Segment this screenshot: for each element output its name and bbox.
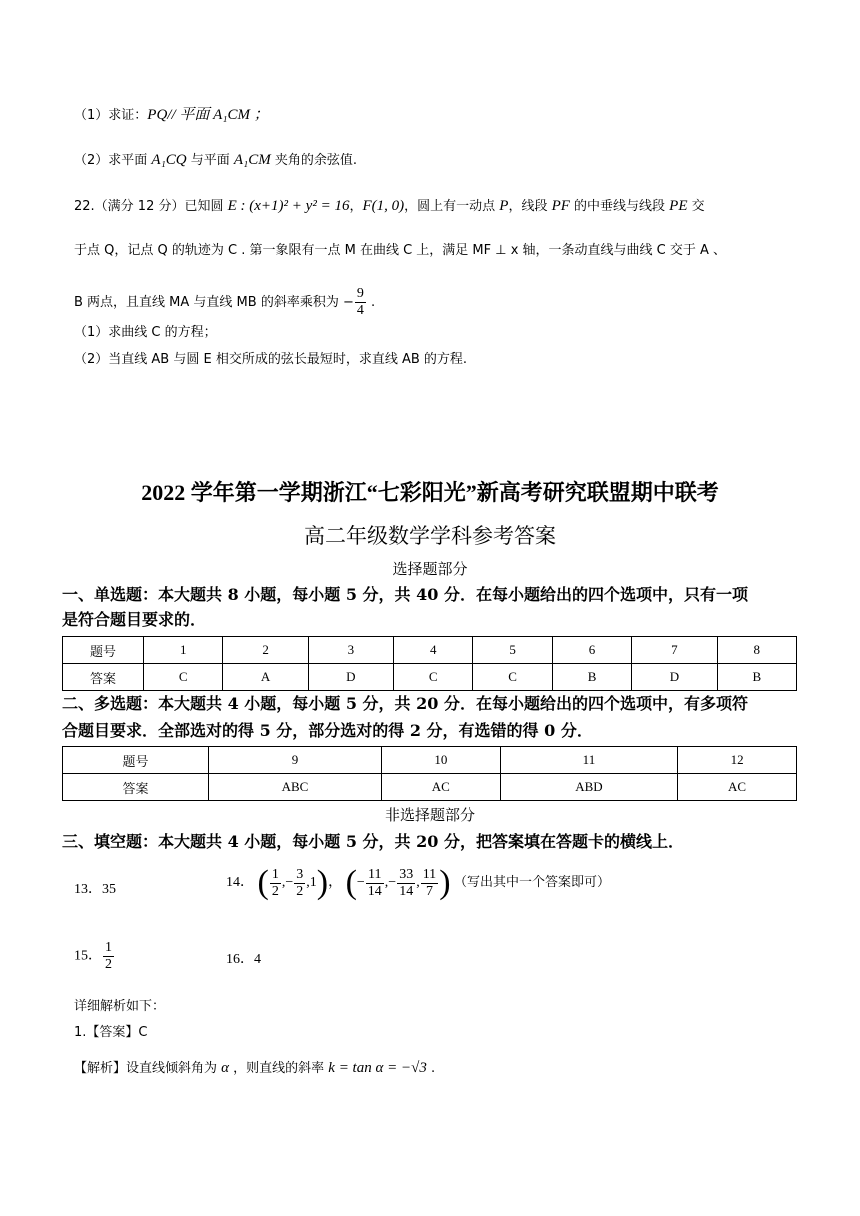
a1-text-c: . — [426, 1061, 436, 1076]
frac-num: 3 — [296, 866, 304, 882]
q22-part2: （2）当直线 AB 与圆 E 相交所成的弦长最短时，求直线 AB 的方程. — [74, 352, 468, 367]
q14-label: 14． — [226, 875, 254, 891]
single-q-8: 8 — [717, 637, 796, 664]
single-q-3: 3 — [308, 637, 393, 664]
q22-fraction-num: 9 — [356, 286, 364, 301]
single-choice-heading-1: 一、单选题：本大题共 8 小题，每小题 5 分，共 40 分．在每小题给出的四个选项中，只有一项 — [62, 585, 748, 604]
q21-part2 — [74, 150, 357, 171]
frac-den: 2 — [271, 883, 279, 899]
single-a-1: C — [144, 664, 223, 691]
q14-v2-frac1 — [366, 867, 384, 900]
multi-choice-answer-row — [63, 774, 797, 801]
q13-label: 13． — [74, 882, 102, 897]
section-nonchoice-heading: 非选择题部分 — [384, 806, 475, 824]
single-q-2: 2 — [223, 637, 308, 664]
frac-den: 7 — [425, 883, 433, 899]
frac-num: 11 — [422, 866, 437, 882]
a1-alpha: α — [221, 1060, 230, 1076]
q22-line3-end: . — [366, 295, 376, 310]
q21-part2-prefix: （2）求平面 — [74, 153, 152, 168]
single-a-8: B — [717, 664, 796, 691]
q22-segment-pf: PF — [551, 198, 570, 214]
q21-part1 — [74, 105, 269, 126]
single-a-2: A — [223, 664, 308, 691]
single-a-4: C — [394, 664, 473, 691]
a1-formula: k = tan α = −√3 — [328, 1060, 427, 1076]
single-choice-heading-2: 是符合题目要求的． — [62, 610, 207, 629]
frac-den: 14 — [367, 883, 382, 899]
q22-text-f: 交 — [687, 199, 705, 214]
q16-answer — [226, 948, 261, 968]
multi-q-10: 10 — [381, 747, 500, 774]
frac-num: 1 — [105, 940, 112, 955]
fill-heading: 三、填空题：本大题共 4 小题，每小题 5 分，共 20 分，把答案填在答题卡的横线上． — [62, 832, 684, 851]
multi-choice-table — [62, 746, 797, 801]
multi-q-11: 11 — [500, 747, 677, 774]
multi-a-9: ABC — [209, 774, 382, 801]
single-a-3: D — [308, 664, 393, 691]
q22-line2: 于点 Q，记点 Q 的轨迹为 C . 第一象限有一点 M 在曲线 C 上，满足 MF ⊥ x 轴，一条动直线与曲线 C 交于 A 、 — [74, 243, 727, 258]
q21-part1-prefix: （1）求证： — [74, 108, 148, 123]
q22-point-f: F(1, 0) — [362, 198, 405, 214]
frac-num: 11 — [366, 867, 384, 884]
q22-text-c: ，圆上有一动点 — [404, 199, 500, 214]
multi-a-12: AC — [678, 774, 797, 801]
q22-fraction-den: 4 — [356, 303, 364, 318]
q22-text-e: 的中垂线与线段 — [569, 199, 670, 214]
q22-line3 — [74, 286, 375, 319]
q22-intro: 22.（满分 12 分）已知圆 — [74, 199, 228, 214]
single-a-label: 答案 — [63, 664, 144, 691]
single-choice-table — [62, 636, 797, 691]
q22-text-d: ，线段 — [508, 199, 552, 214]
single-a-5: C — [473, 664, 552, 691]
q14-note: （写出其中一个答案即可） — [454, 875, 611, 891]
right-paren-icon: ) — [439, 864, 451, 901]
single-q-6: 6 — [552, 637, 631, 664]
multi-a-11: ABD — [500, 774, 677, 801]
q22-segment-pe: PE — [669, 198, 688, 214]
section-choice-heading: 选择题部分 — [392, 560, 468, 578]
q14-v1-last: 1 — [309, 875, 317, 891]
multi-a-10: AC — [381, 774, 500, 801]
left-paren-icon: ( — [257, 864, 269, 901]
frac-den: 14 — [399, 883, 414, 899]
q13-answer — [74, 878, 116, 898]
multi-choice-heading-2: 合题目要求．全部选对的得 5 分，部分选对的得 2 分，有选错的得 0 分． — [62, 721, 593, 740]
multi-q-9: 9 — [209, 747, 382, 774]
left-paren-icon: ( — [345, 864, 357, 901]
single-q-label: 题号 — [63, 637, 144, 664]
single-choice-answer-row — [63, 664, 797, 691]
single-choice-number-row — [63, 637, 797, 664]
frac-den: 2 — [105, 957, 112, 972]
q21-part1-math: PQ// 平面 A₁CM ； — [147, 107, 269, 123]
q14-v1-frac2 — [294, 867, 305, 900]
multi-q-12: 12 — [678, 747, 797, 774]
q22-line1 — [74, 196, 705, 217]
single-q-1: 1 — [144, 637, 223, 664]
q15-label: 15． — [74, 948, 102, 964]
answer-title-main: 2022 学年第一学期浙江“七彩阳光”新高考研究联盟期中联考 — [141, 480, 719, 505]
multi-a-label: 答案 — [63, 774, 209, 801]
a1-text-a: 【解析】设直线倾斜角为 — [74, 1061, 222, 1076]
q14-answer: 14． ( $\frac{1}{2}$ ,− $\frac{3}{2}$ ,1)， (− $\frac{11}{14}$ ,− $\frac{33}{14}$ , $\frac{11}{7}$ ) （写出其中一个答案即可） — [226, 864, 611, 901]
answer-1-label: 1.【答案】C — [74, 1025, 148, 1040]
q21-part2-suffix: 夹角的余弦值. — [270, 153, 358, 168]
q15-answer — [74, 940, 115, 973]
q21-plane-a: A₁CQ — [151, 152, 187, 168]
a1-text-b: ，则直线的斜率 — [229, 1061, 329, 1076]
q16-label: 16． — [226, 952, 254, 967]
details-heading: 详细解析如下： — [74, 999, 166, 1014]
multi-choice-number-row — [63, 747, 797, 774]
multi-choice-heading-1: 二、多选题：本大题共 4 小题，每小题 5 分，共 20 分．在每小题给出的四个选项中，有多项符 — [62, 694, 748, 713]
single-q-4: 4 — [394, 637, 473, 664]
q15-fraction — [103, 940, 114, 973]
q22-part1: （1）求曲线 C 的方程； — [74, 325, 217, 340]
answer-title-sub: 高二年级数学学科参考答案 — [304, 524, 556, 548]
single-q-7: 7 — [632, 637, 717, 664]
q22-comma: ， — [349, 199, 363, 214]
right-paren-icon: ) — [316, 864, 329, 901]
frac-num: 1 — [271, 866, 279, 882]
answer-1-analysis — [74, 1058, 435, 1079]
q13-value: 35 — [102, 882, 116, 897]
q14-v2-frac3 — [421, 867, 438, 900]
q14-v2-frac2 — [397, 867, 415, 900]
q22-point-p: P — [499, 198, 509, 214]
frac-den: 2 — [296, 883, 304, 899]
single-q-5: 5 — [473, 637, 552, 664]
q21-plane-b: A₁CM — [233, 152, 271, 168]
single-a-7: D — [632, 664, 717, 691]
q22-circle-equation: E : (x+1)² + y² = 16 — [227, 198, 350, 214]
q22-fraction — [355, 286, 366, 319]
single-a-6: B — [552, 664, 631, 691]
multi-q-label: 题号 — [63, 747, 209, 774]
q22-line3-text: B 两点，且直线 MA 与直线 MB 的斜率乘积为 − — [74, 295, 354, 310]
q16-value: 4 — [254, 952, 261, 967]
q21-part2-mid: 与平面 — [186, 153, 234, 168]
frac-num: 33 — [399, 866, 414, 882]
q14-v1-frac1 — [270, 867, 281, 900]
